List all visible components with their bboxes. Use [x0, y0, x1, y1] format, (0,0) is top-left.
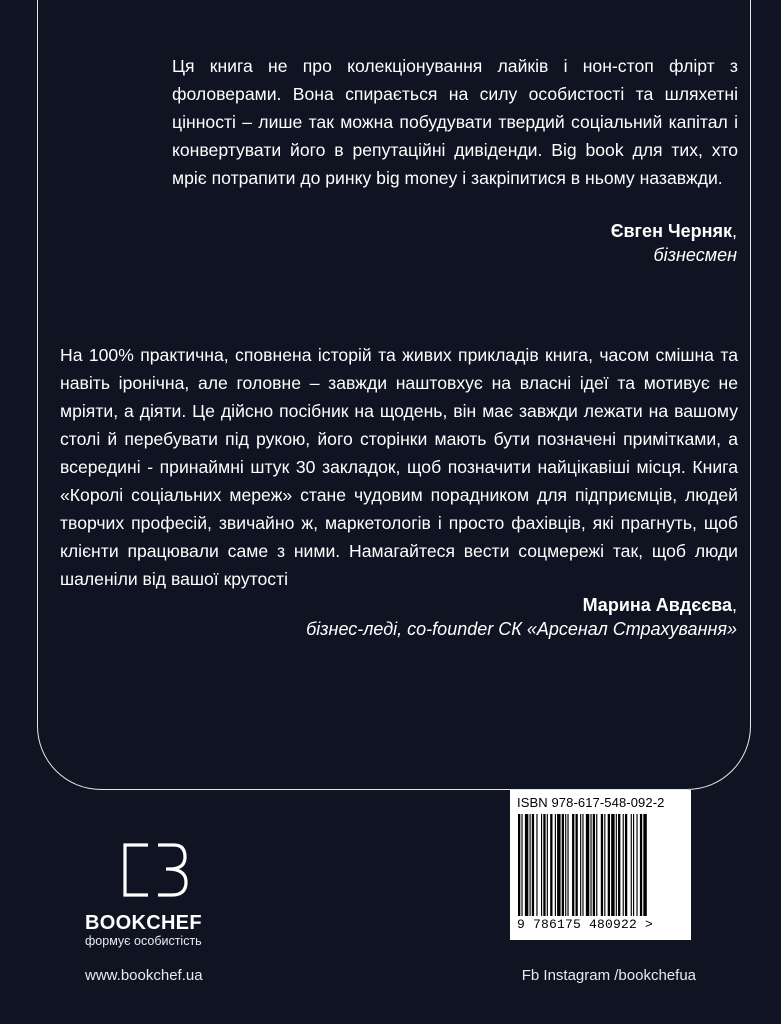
barcode-bar: [532, 814, 534, 916]
quote-top-text: Ця книга не про колекціонування лайків і нон-стоп флірт з фоловерами. Вона спирається на силу особистості та шляхетні цінності – лише так можна побудувати твердий соціальний капітал і конвертувати його в репутаційні дивіденди. Big book для тих, хто мріє потрапити до ринку big money і закріпитися в ньому назавжди.: [172, 56, 738, 188]
barcode-bar: [530, 814, 531, 916]
barcode-bar: [608, 814, 610, 916]
barcode-bar: [611, 814, 614, 916]
barcode-bar: [580, 814, 581, 916]
barcode-bar: [521, 814, 522, 916]
barcode-bar: [590, 814, 591, 916]
isbn-barcode: [510, 790, 691, 940]
barcode-bar: [618, 814, 620, 916]
quote-bottom-author: Марина Авдєєва: [582, 595, 732, 615]
barcode-bar: [565, 814, 566, 916]
barcode-bar: [557, 814, 560, 916]
barcode-bar: [567, 814, 568, 916]
barcode-bar: [616, 814, 617, 916]
barcode-bar: [636, 814, 637, 916]
barcode-bar: [541, 814, 542, 916]
barcode-bar: [555, 814, 556, 916]
barcode-bar: [525, 814, 528, 916]
barcode-bar: [593, 814, 595, 916]
barcode-bar: [536, 814, 537, 916]
barcode-bar: [625, 814, 627, 916]
quote-bottom-signature: [306, 593, 737, 641]
barcode-bar: [631, 814, 632, 916]
quote-bottom-text: На 100% практична, сповнена історій та живих прикладів книга, часом смішна та навіть іронічна, але головне – завжди наштовхує на власні ідеї та мотивує не мріяти, а діяти. Це дійсно посібник на щодень, він має завжди лежати на вашому столі й перебувати під рукою, його сторінки мають бути позначені примітками, а всередині - принаймні штук 30 закладок, щоб позначити найцікавіші місця. Книга «Королі соціальних мереж» стане чудовим порадником для підприємців, людей творчих професій, звичайно ж, маркетологів і просто фахівців, які прагнуть, щоб клієнти працювали саме з ними. Намагайтеся вести соцмережі так, щоб люди шаленіли від вашої крутості: [60, 345, 738, 589]
barcode-bar: [596, 814, 597, 916]
barcode-bar: [518, 814, 520, 916]
barcode-bar: [562, 814, 564, 916]
barcode-digits: 9 786175 480922 >: [517, 917, 654, 932]
barcode-bar: [547, 814, 548, 916]
publisher-tagline: формує особистість: [85, 934, 202, 948]
barcode-bar: [640, 814, 642, 916]
quote-top-author-role: бізнесмен: [653, 245, 737, 265]
barcode-bar: [586, 814, 589, 916]
publisher-logo: [85, 842, 225, 949]
publisher-social[interactable]: Fb Instagram /bookchefua: [521, 967, 696, 984]
quote-top-author: Євген Черняк: [610, 221, 732, 241]
barcode-bar: [633, 814, 634, 916]
barcode-bar: [582, 814, 583, 916]
quote-bottom-author-role: бізнес-леді, co-founder СК «Арсенал Страхування»: [306, 619, 737, 639]
quote-top-signature: [611, 219, 737, 267]
bookchef-logo-icon: [122, 842, 188, 898]
barcode-bar: [601, 814, 603, 916]
barcode-bars: [516, 814, 686, 922]
barcode-bar: [643, 814, 646, 916]
barcode-bar: [623, 814, 624, 916]
barcode-bar: [550, 814, 552, 916]
barcode-bar: [543, 814, 545, 916]
barcode-bar: [572, 814, 574, 916]
barcode-bar: [576, 814, 578, 916]
isbn-label: ISBN 978-617-548-092-2: [517, 795, 665, 810]
signature-comma: ,: [731, 221, 737, 241]
publisher-name: BOOKCHEF: [85, 912, 202, 934]
signature-comma: ,: [731, 595, 737, 615]
publisher-website[interactable]: www.bookchef.ua: [85, 967, 203, 984]
barcode-bar: [604, 814, 605, 916]
